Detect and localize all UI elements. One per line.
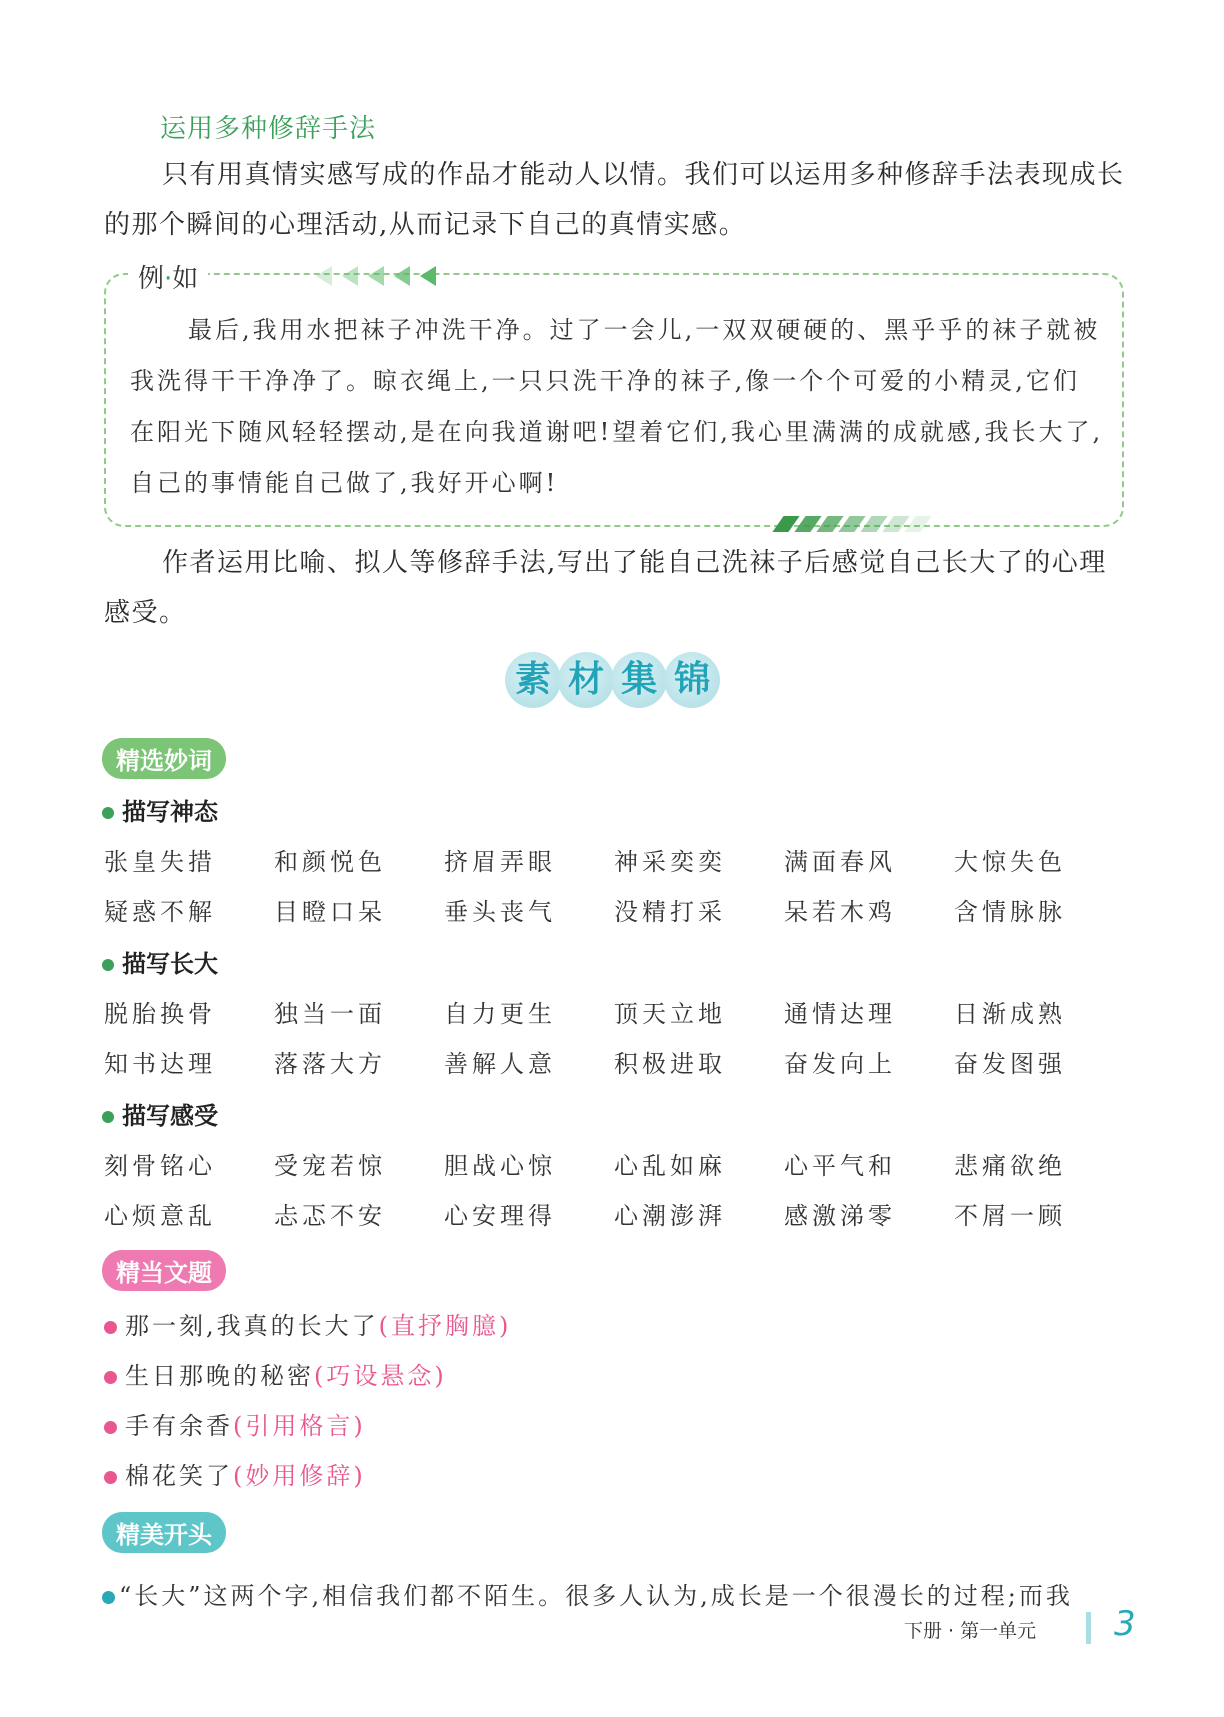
title-item: 手有余香(引用格言) xyxy=(104,1406,366,1441)
bullet-icon xyxy=(104,1421,117,1434)
word-item: 心平气和 xyxy=(784,1152,896,1180)
word-item: 独当一面 xyxy=(274,1000,386,1028)
bullet-icon xyxy=(102,1111,114,1123)
titles-section-label: 精当文题 xyxy=(102,1250,226,1291)
word-item: 大惊失色 xyxy=(954,848,1066,876)
word-item: 心烦意乱 xyxy=(104,1202,216,1230)
word-item: 目瞪口呆 xyxy=(274,898,386,926)
word-item: 含情脉脉 xyxy=(954,898,1066,926)
stripe-decoration xyxy=(778,516,932,536)
word-item: 悲痛欲绝 xyxy=(954,1152,1066,1180)
arrow-left-icon xyxy=(420,266,436,286)
example-tag-dot: · xyxy=(164,264,173,294)
word-group-title: 描写长大 xyxy=(102,944,218,979)
footer-text: 下册 · 第一单元 xyxy=(904,1620,1037,1642)
words-section-label: 精选妙词 xyxy=(102,738,226,779)
word-item: 不屑一顾 xyxy=(954,1202,1066,1230)
word-item: 呆若木鸡 xyxy=(784,898,896,926)
word-item: 感激涕零 xyxy=(784,1202,896,1230)
page-number: 3 xyxy=(1114,1604,1136,1644)
word-item: 落落大方 xyxy=(274,1050,386,1078)
word-item: 顶天立地 xyxy=(614,1000,726,1028)
example-text: 最后,我用水把袜子冲洗干净。过了一会儿,一双双硬硬的、黑乎乎的袜子就被我洗得干干净净了。晾衣绳上,一只只洗干净的袜子,像一个个可爱的小精灵,它们在阳光下随风轻轻摆动,是在向我道谢吧!望着它们,我心里满满的成就感,我长大了,自己的事情能自己做了,我好开心啊! xyxy=(130,316,1104,497)
word-item: 挤眉弄眼 xyxy=(444,848,556,876)
word-item: 通情达理 xyxy=(784,1000,896,1028)
example-tag-char-2: 如 xyxy=(172,264,199,294)
arrow-left-icon xyxy=(368,266,384,286)
word-item: 知书达理 xyxy=(104,1050,216,1078)
word-item: 疑惑不解 xyxy=(104,898,216,926)
bullet-icon xyxy=(102,1591,115,1604)
word-item: 心乱如麻 xyxy=(614,1152,726,1180)
word-item: 垂头丧气 xyxy=(444,898,556,926)
analysis-paragraph: 作者运用比喻、拟人等修辞手法,写出了能自己洗袜子后感觉自己长大了的心理感受。 xyxy=(104,548,1107,628)
word-group-title: 描写神态 xyxy=(102,792,218,827)
arrow-decoration xyxy=(316,266,446,290)
word-item: 受宠若惊 xyxy=(274,1152,386,1180)
arrow-left-icon xyxy=(316,266,332,286)
word-item: 没精打采 xyxy=(614,898,726,926)
word-item: 忐忑不安 xyxy=(274,1202,386,1230)
word-item: 神采奕奕 xyxy=(614,848,726,876)
banner-char: 锦 xyxy=(664,652,720,708)
banner-char: 材 xyxy=(558,652,614,708)
word-item: 自力更生 xyxy=(444,1000,556,1028)
arrow-left-icon xyxy=(342,266,358,286)
word-item: 奋发图强 xyxy=(954,1050,1066,1078)
footer-divider xyxy=(1086,1612,1091,1644)
bullet-icon xyxy=(104,1321,117,1334)
title-item: 那一刻,我真的长大了(直抒胸臆) xyxy=(104,1306,511,1341)
banner-char: 素 xyxy=(505,652,561,708)
word-group-title: 描写感受 xyxy=(102,1096,218,1131)
title-item: 棉花笑了(妙用修辞) xyxy=(104,1456,366,1491)
bullet-icon xyxy=(102,807,114,819)
word-item: 脱胎换骨 xyxy=(104,1000,216,1028)
section-banner xyxy=(505,652,712,712)
example-tag xyxy=(128,258,208,295)
example-tag-char-1: 例 xyxy=(138,264,165,294)
intro-paragraph: 只有用真情实感写成的作品才能动人以情。我们可以运用多种修辞手法表现成长的那个瞬间的心理活动,从而记录下自己的真情实感。 xyxy=(104,160,1125,240)
banner-char: 集 xyxy=(611,652,667,708)
bullet-icon xyxy=(102,959,114,971)
word-item: 奋发向上 xyxy=(784,1050,896,1078)
word-item: 和颜悦色 xyxy=(274,848,386,876)
arrow-left-icon xyxy=(394,266,410,286)
word-item: 积极进取 xyxy=(614,1050,726,1078)
word-item: 日渐成熟 xyxy=(954,1000,1066,1028)
bullet-icon xyxy=(104,1471,117,1484)
openings-section-label: 精美开头 xyxy=(102,1512,226,1553)
bullet-icon xyxy=(104,1371,117,1384)
word-item: 胆战心惊 xyxy=(444,1152,556,1180)
section-title: 运用多种修辞手法 xyxy=(160,114,377,144)
word-item: 心潮澎湃 xyxy=(614,1202,726,1230)
word-item: 心安理得 xyxy=(444,1202,556,1230)
word-item: 张皇失措 xyxy=(104,848,216,876)
word-item: 刻骨铭心 xyxy=(104,1152,216,1180)
opening-item: “长大”这两个字,相信我们都不陌生。很多人认为,成长是一个很漫长的过程;而我 xyxy=(102,1576,1132,1611)
word-item: 善解人意 xyxy=(444,1050,556,1078)
title-item: 生日那晚的秘密(巧设悬念) xyxy=(104,1356,447,1391)
stripe-icon xyxy=(904,516,931,532)
word-item: 满面春风 xyxy=(784,848,896,876)
